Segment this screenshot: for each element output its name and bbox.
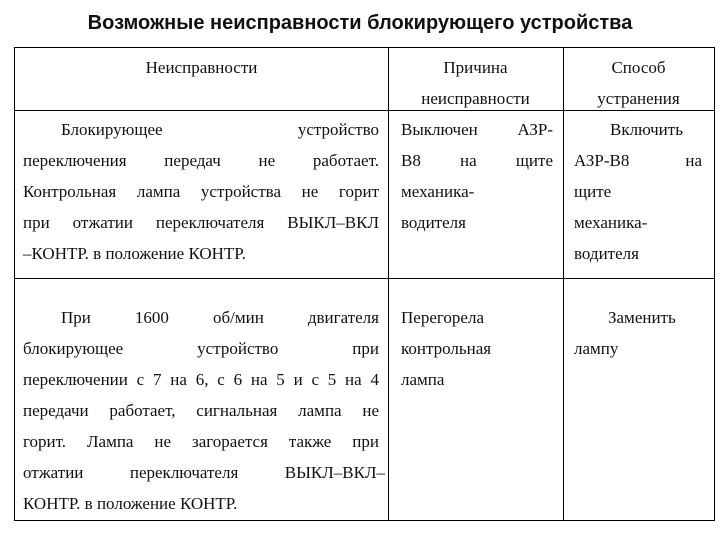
row1-cause-line: Выключен АЗР- xyxy=(401,120,553,139)
row2-fault-line: горит. Лампа не загорается также при xyxy=(23,432,379,451)
column-divider xyxy=(388,48,389,520)
header-cause-line1: Причина xyxy=(443,58,508,77)
row1-cause-line: механика- xyxy=(401,182,475,201)
header-remedy-line2: устранения xyxy=(597,89,680,108)
row2-fault-line: отжатии переключателя ВЫКЛ–ВКЛ– xyxy=(23,463,385,482)
row1-cause-line: водителя xyxy=(401,213,466,232)
row1-fault-line: переключения передач не работает. xyxy=(23,151,379,170)
header-faults: Неисправности xyxy=(145,58,258,77)
header-cause-line2: неисправности xyxy=(421,89,530,108)
row2-fault-line: переключении с 7 на 6, с 6 на 5 и с 5 на 4 xyxy=(23,370,379,389)
row1-remedy-line: щите xyxy=(574,182,612,201)
row2-cause-line: контрольная xyxy=(401,339,492,358)
row1-remedy-line: водителя xyxy=(574,244,639,263)
page-title: Возможные неисправности блокирующего устройства xyxy=(87,12,633,34)
row1-remedy-line: АЗР-В8 на xyxy=(574,151,702,170)
row2-fault-line: блокирующее устройство при xyxy=(23,339,379,358)
row1-fault-line: Контрольная лампа устройства не горит xyxy=(23,182,379,201)
column-divider xyxy=(563,48,564,520)
row1-fault-line: при отжатии переключателя ВЫКЛ–ВКЛ xyxy=(23,213,379,232)
row1-remedy-line: механика- xyxy=(574,213,648,232)
row2-remedy-line: Заменить xyxy=(608,308,676,327)
row2-remedy-line: лампу xyxy=(574,339,619,358)
row2-cause-line: Перегорела xyxy=(401,308,484,327)
row2-fault-line: КОНТР. в положение КОНТР. xyxy=(23,494,238,513)
row1-fault-line: Блокирующее устройство xyxy=(61,120,379,139)
row1-fault-line: –КОНТР. в положение КОНТР. xyxy=(23,244,246,263)
row-divider xyxy=(15,278,714,279)
row2-fault-line: передачи работает, сигнальная лампа не xyxy=(23,401,379,420)
row2-cause-line: лампа xyxy=(401,370,445,389)
header-remedy-line1: Способ xyxy=(611,58,666,77)
row1-cause-line: В8 на щите xyxy=(401,151,553,170)
faults-table xyxy=(14,47,715,521)
row2-fault-line: При 1600 об/мин двигателя xyxy=(61,308,379,327)
row1-remedy-line: Включить xyxy=(610,120,683,139)
